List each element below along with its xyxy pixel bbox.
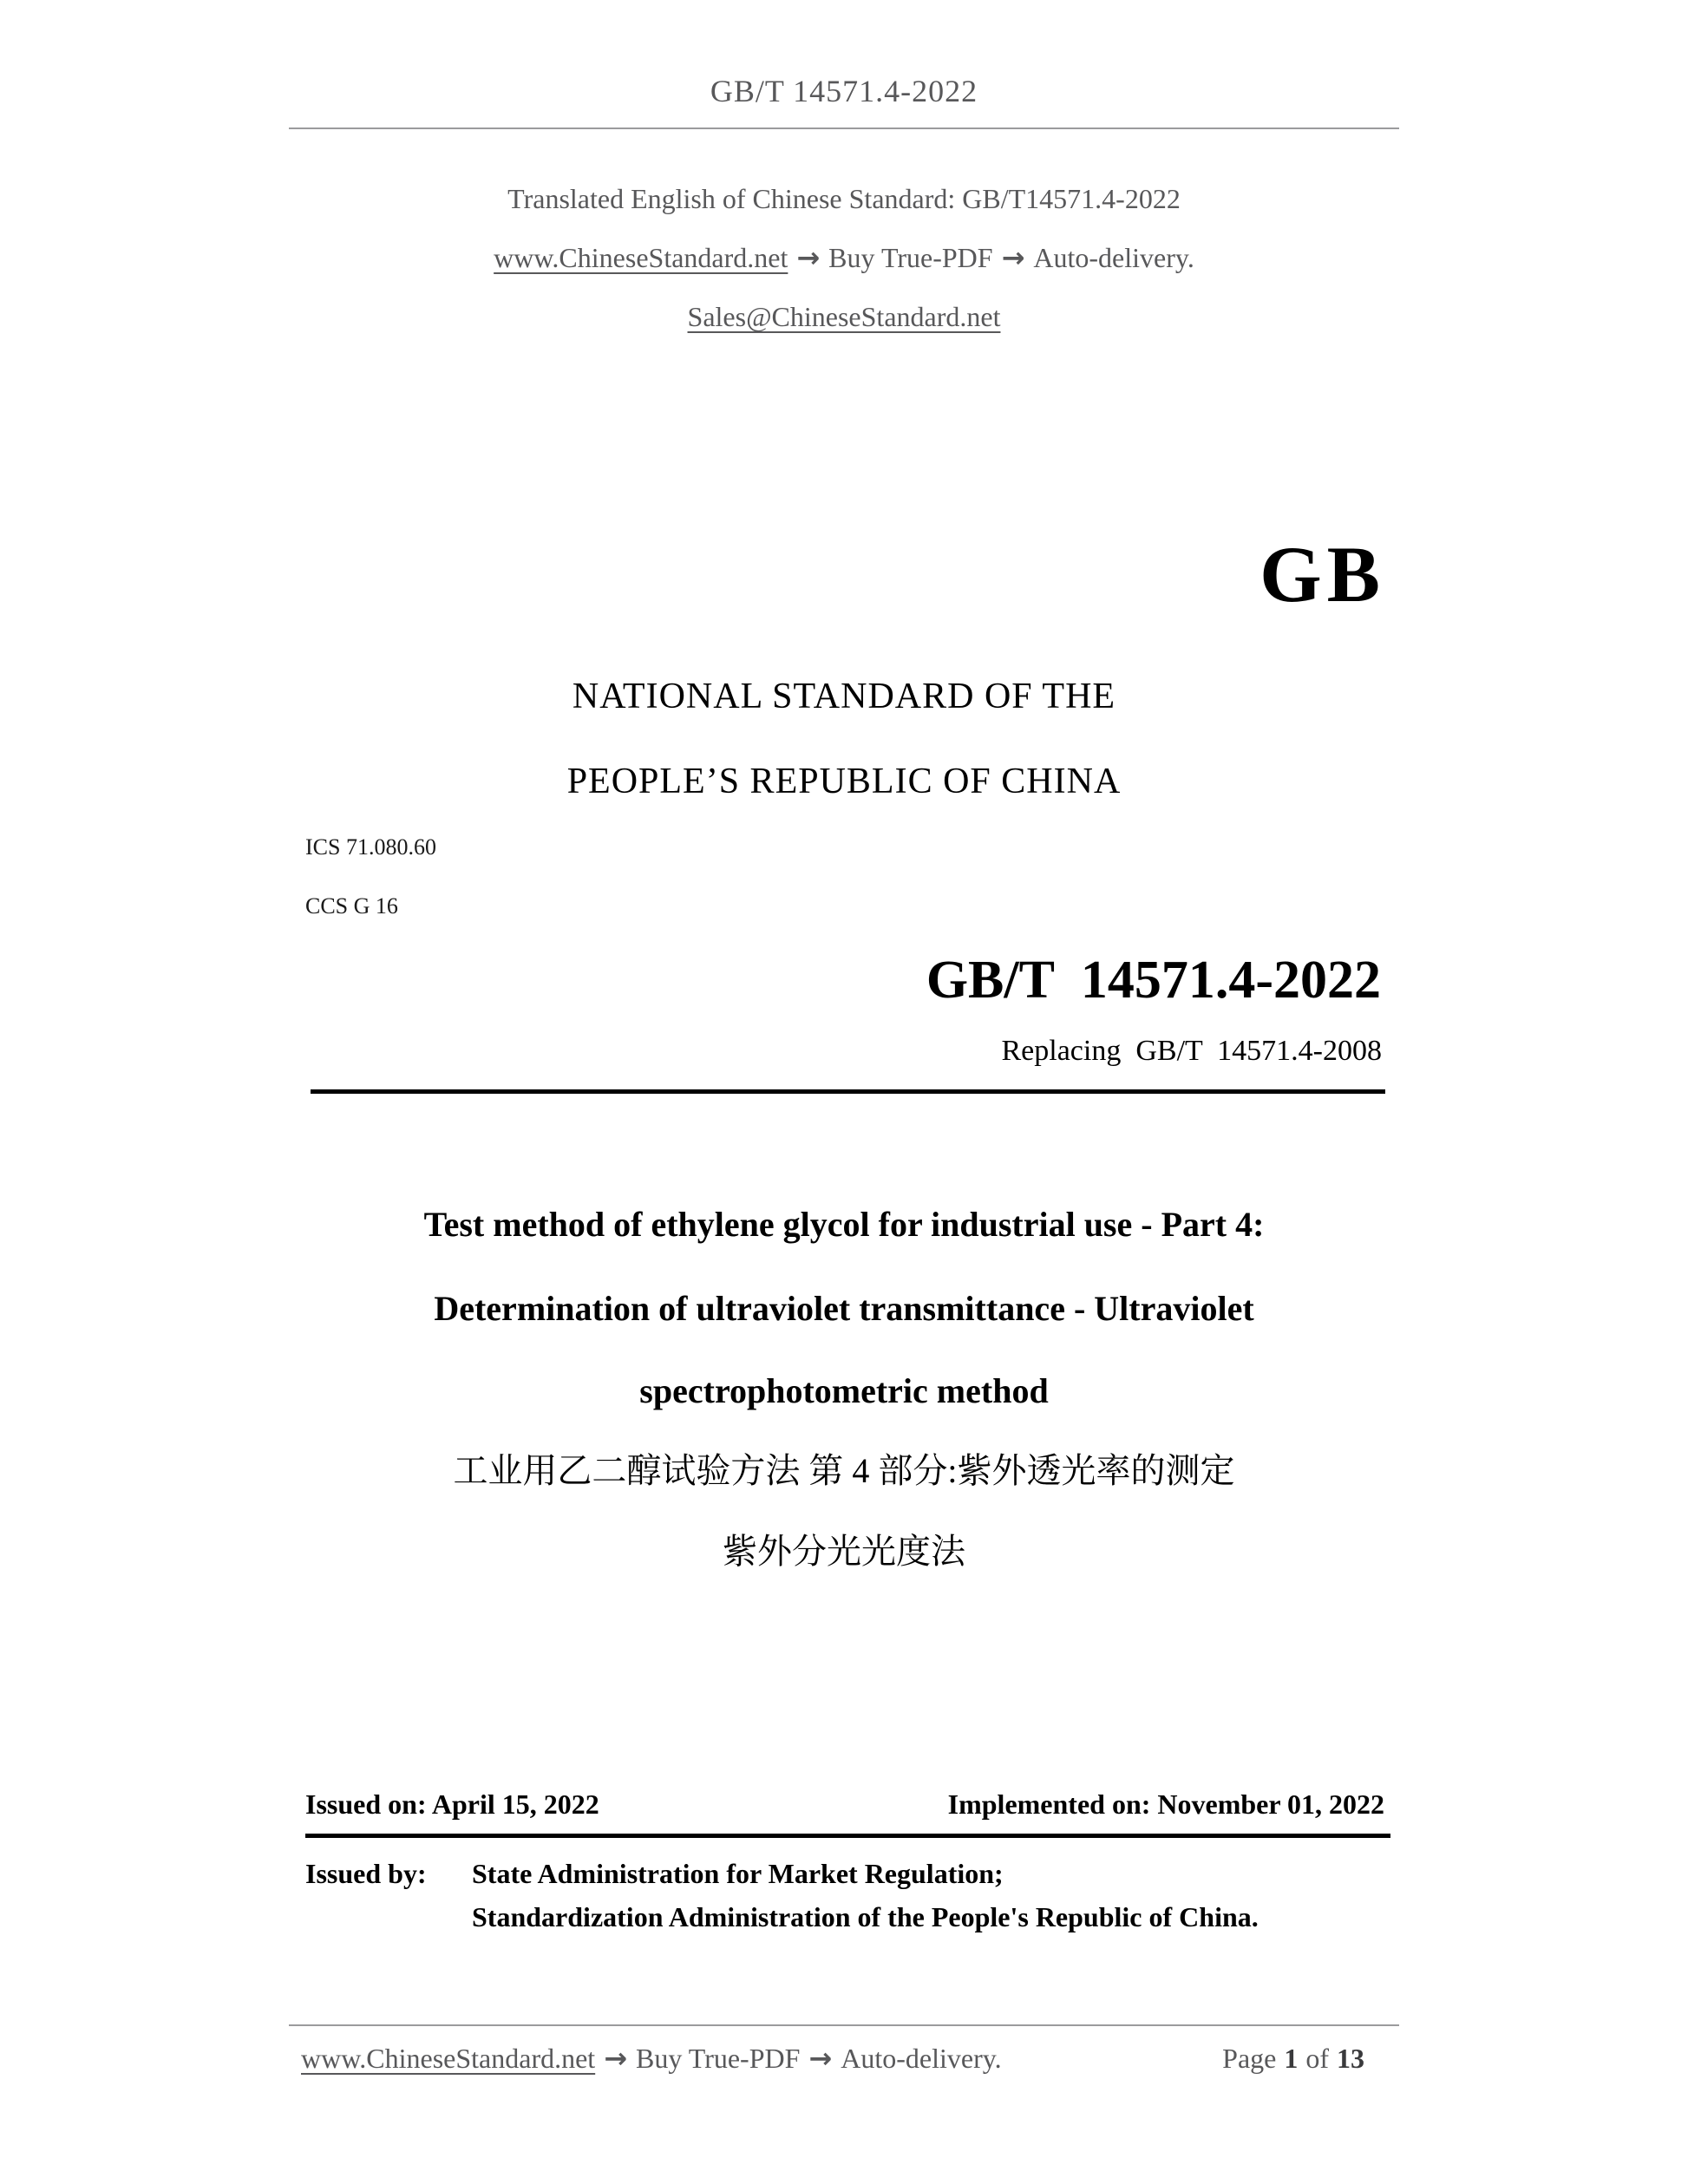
auto-delivery-text: Auto-delivery. (841, 2043, 1002, 2074)
arrow-icon: → (604, 2042, 627, 2075)
header-doc-code: GB/T 14571.4-2022 (710, 74, 978, 108)
issuance-rule (305, 1834, 1390, 1838)
auto-delivery-text: Auto-delivery. (1033, 242, 1194, 273)
footer-rule (289, 2024, 1399, 2026)
title-zh-line1: 工业用乙二醇试验方法 第 4 部分:紫外透光率的测定 (453, 1451, 1235, 1490)
page-indicator (1222, 2040, 1372, 2076)
page-total: 13 (1337, 2043, 1364, 2074)
gb-logo: GB (1259, 530, 1385, 618)
banner-translated-line: Translated English of Chinese Standard: GB/T14571.4-2022 (507, 183, 1181, 214)
email-link[interactable]: Sales@ChineseStandard.net (687, 301, 1001, 332)
issuer-standardization-administration: Standardization Administration of the People's Republic of China. (472, 1901, 1259, 1932)
buy-true-pdf-text: Buy True-PDF (828, 242, 993, 273)
arrow-icon: → (1001, 241, 1025, 274)
arrow-icon: → (796, 241, 821, 274)
page-label: Page (1222, 2043, 1277, 2074)
banner-links-line (0, 239, 1688, 276)
buy-true-pdf-text: Buy True-PDF (636, 2043, 801, 2074)
issued-by-label: Issued by: (305, 1858, 427, 1889)
banner-email-line (0, 298, 1688, 335)
header-rule (289, 128, 1399, 129)
implemented-on: Implemented on: November 01, 2022 (947, 1788, 1384, 1820)
title-en-line3: spectrophotometric method (639, 1371, 1049, 1410)
ccs-code: CCS G 16 (305, 893, 398, 919)
title-en-line1: Test method of ethylene glycol for industrial use - Part 4: (423, 1205, 1265, 1244)
title-zh-line2: 紫外分光光度法 (723, 1532, 965, 1571)
footer-links-line (301, 2040, 1002, 2076)
ics-code: ICS 71.080.60 (305, 834, 436, 860)
title-en-line2: Determination of ultraviolet transmittance - Ultraviolet (434, 1289, 1254, 1328)
standard-code: GB/T 14571.4-2022 (926, 951, 1381, 1010)
masthead-rule (311, 1089, 1385, 1094)
replacing-note: Replacing GB/T 14571.4-2008 (1001, 1035, 1382, 1067)
issued-on: Issued on: April 15, 2022 (305, 1788, 599, 1820)
national-standard-line1: NATIONAL STANDARD OF THE (572, 677, 1116, 716)
of-label: of (1305, 2043, 1329, 2074)
page-number: 1 (1284, 2043, 1299, 2074)
issuer-market-regulation: State Administration for Market Regulation; (472, 1858, 1004, 1889)
national-standard-line2: PEOPLE’S REPUBLIC OF CHINA (566, 762, 1122, 801)
website-link[interactable]: www.ChineseStandard.net (301, 2043, 596, 2074)
website-link[interactable]: www.ChineseStandard.net (494, 242, 788, 273)
arrow-icon: → (808, 2042, 833, 2075)
